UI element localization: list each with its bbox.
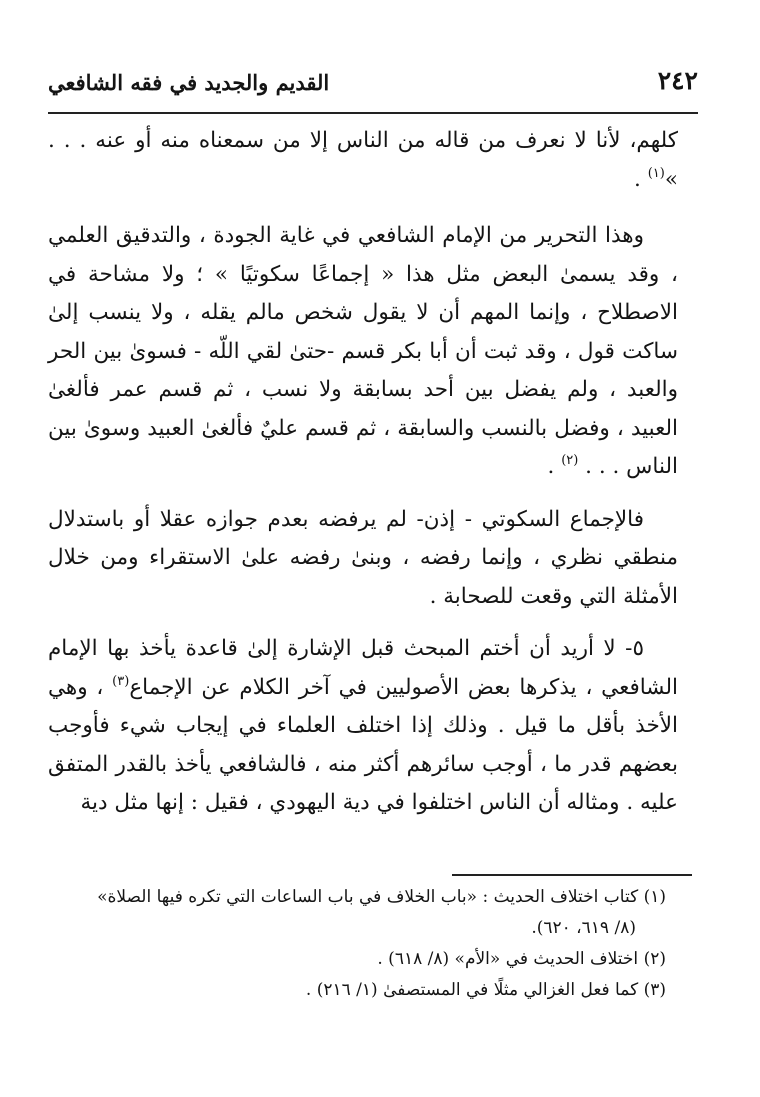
footnote-1-text: كتاب اختلاف الحديث : «باب الخلاف في باب الساعات التي تكره فيها الصلاة» (97, 887, 639, 907)
footnote-1-continuation: (٨/ ٦١٩، ٦٢٠). (531, 918, 636, 938)
paragraph-2-text: وهذا التحرير من الإمام الشافعي في غاية الجودة ، والتدقيق العلمي ، وقد يسمىٰ البعض مثل هذا « إجماعًا سكوتيًا » ؛ ولا مشاحة في الاصطلاح ، وإنما المهم أن لا يقول شخص مالم يقله ، ولا ينسب إلىٰ ساكت قول ، وقد ثبت أن أبا بكر قسم -حتىٰ لقي اللّه - فسوىٰ بين الحر والعبد ، ولم يفضل بين أحد بسابقة ولا نسب ، ثم قسم عمر فألغىٰ العبيد ، وفضل بالنسب والسابقة ، ثم قسم عليٌ فألغىٰ العبيد وسوىٰ بين الناس . . . (48, 223, 678, 479)
footnote-1-number: (١) (643, 887, 666, 907)
paragraph-3: فالإجماع السكوتي - إذن- لم يرفضه بعدم جوازه عقلا أو باستدلال منطقي نظري ، وإنما رفضه ، وبنىٰ رفضه علىٰ الاستقراء ومن خلال الأمثلة التي وقعت للصحابة . (48, 506, 678, 609)
page-number: ٢٤٢ (657, 66, 698, 95)
footnote-2-number: (٢) (643, 949, 666, 969)
footnote-ref-2: (٢) (561, 453, 579, 468)
footnote-ref-3: (٣) (112, 673, 130, 689)
footnote-2-text: اختلاف الحديث في «الأم» (٨/ ٦١٨) . (377, 949, 639, 969)
footnote-ref-1: (١) (647, 165, 665, 181)
paragraph-1-text: كلهم، لأنا لا نعرف من قاله من الناس إلا من سمعناه منه أو عنه . . . » (48, 128, 678, 192)
footnotes (48, 882, 666, 1006)
paragraph-4-text-b: ، وهي الأخذ بأقل ما قيل . وذلك إذا اختلف العلماء في إيجاب شيء فأوجب بعضهم قدر ما ، أوجب سائرهم أكثر منه ، فالشافعي يأخذ بالقدر المتفق عليه . ومثاله أن الناس اختلفوا في دية اليهودي ، فقيل : إنها مثل دية (48, 674, 678, 815)
paragraph-1 (48, 122, 678, 199)
running-title: القديم والجديد في فقه الشافعي (48, 70, 330, 95)
footnote-1 (48, 882, 666, 913)
footnote-3 (48, 975, 666, 1006)
footnote-separator (452, 874, 692, 876)
paragraph-1-end: . (634, 166, 641, 192)
paragraph-2 (48, 217, 678, 487)
footnote-3-number: (٣) (643, 980, 666, 1000)
paragraph-2-end: . (547, 454, 555, 479)
main-text (48, 122, 678, 823)
paragraph-4-text-a: ٥- لا أريد أن أختم المبحث قبل الإشارة إلىٰ قاعدة يأخذ بها الإمام الشافعي ، يذكرها بعض الأصوليين في آخر الكلام عن الإجماع (48, 636, 678, 700)
footnote-3-text: كما فعل الغزالي مثلًا في المستصفىٰ (١/ ٢١٦) . (305, 980, 639, 1000)
page-header (48, 62, 698, 114)
paragraph-4 (48, 630, 678, 823)
footnote-2 (48, 944, 666, 975)
